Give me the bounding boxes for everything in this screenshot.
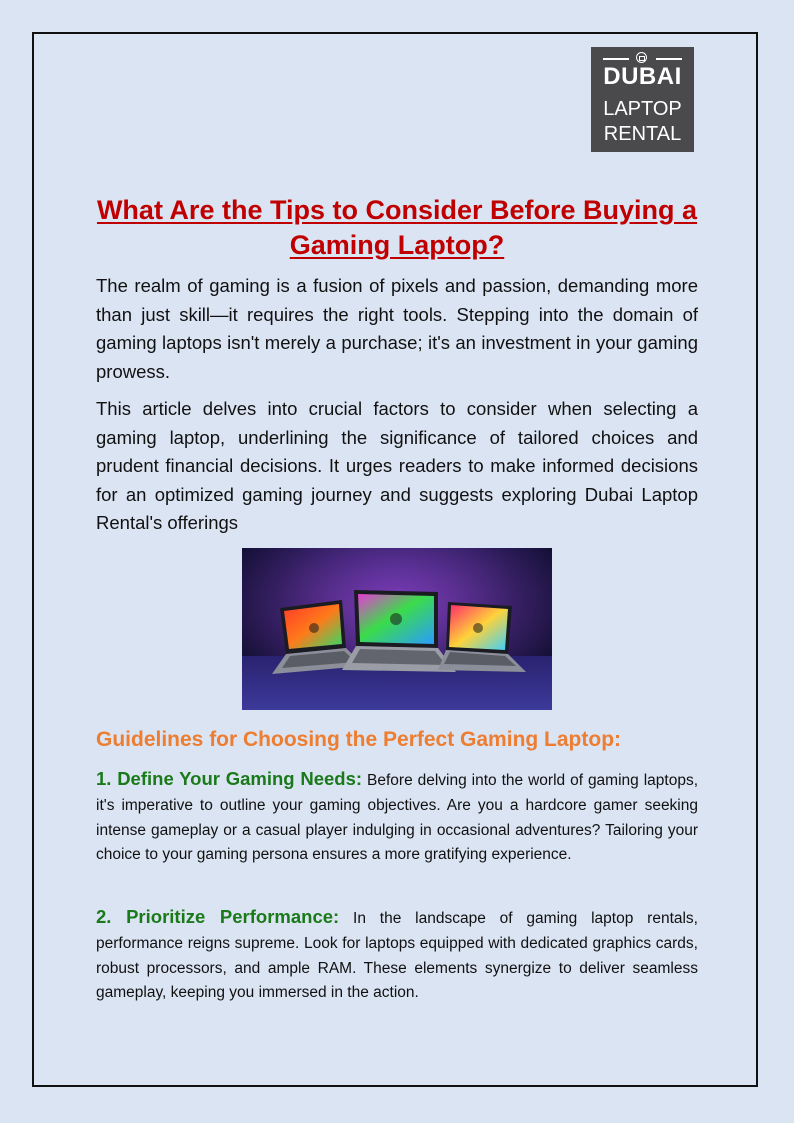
guideline-1-lead: 1. Define Your Gaming Needs: <box>96 768 363 789</box>
gaming-laptops-illustration <box>242 548 552 710</box>
article-title: What Are the Tips to Consider Before Buying a Gaming Laptop? <box>96 195 698 260</box>
company-logo <box>591 47 694 152</box>
guideline-1-text: Before delving into the world of gaming laptops, it's imperative to outline your gaming objectives. Are you a hardcore gamer seeking intense gameplay or a casual player indulging in occasional adventures? Tailoring your choice to your gaming persona ensures a more gratifying experience. <box>96 772 699 864</box>
intro-paragraph-1: The realm of gaming is a fusion of pixels and passion, demanding more than just skill—it requires the right tools. Stepping into the domain of gaming laptops isn't merely a purchase; it's an investment in your gaming prowess. <box>96 275 698 382</box>
guideline-2-text: In the landscape of gaming laptop rentals, performance reigns supreme. Look for laptops equipped with dedicated graphics cards, robust processors, and ample RAM. These elements synergize to deliver seamless gameplay, keeping you immersed in the action. <box>96 910 698 1002</box>
guideline-2 <box>96 905 698 1006</box>
laptop-icon <box>636 52 647 63</box>
guideline-2-lead: 2. Prioritize Performance: <box>96 906 340 927</box>
logo-word-rental: RENTAL <box>603 123 682 145</box>
gaming-laptops-image <box>242 548 552 710</box>
logo-brand-text: DUBAI <box>603 63 682 90</box>
guideline-1 <box>96 767 698 868</box>
logo-word-laptop: LAPTOP <box>603 98 682 120</box>
intro-paragraph-2: This article delves into crucial factors to consider when selecting a gaming laptop, underlining the significance of tailored choices and prudent financial decisions. It urges readers to make informed decisions for an optimized gaming journey and suggests exploring Dubai Laptop Rental's offerings <box>96 398 698 533</box>
section-title: Guidelines for Choosing the Perfect Gaming Laptop: <box>96 728 622 751</box>
